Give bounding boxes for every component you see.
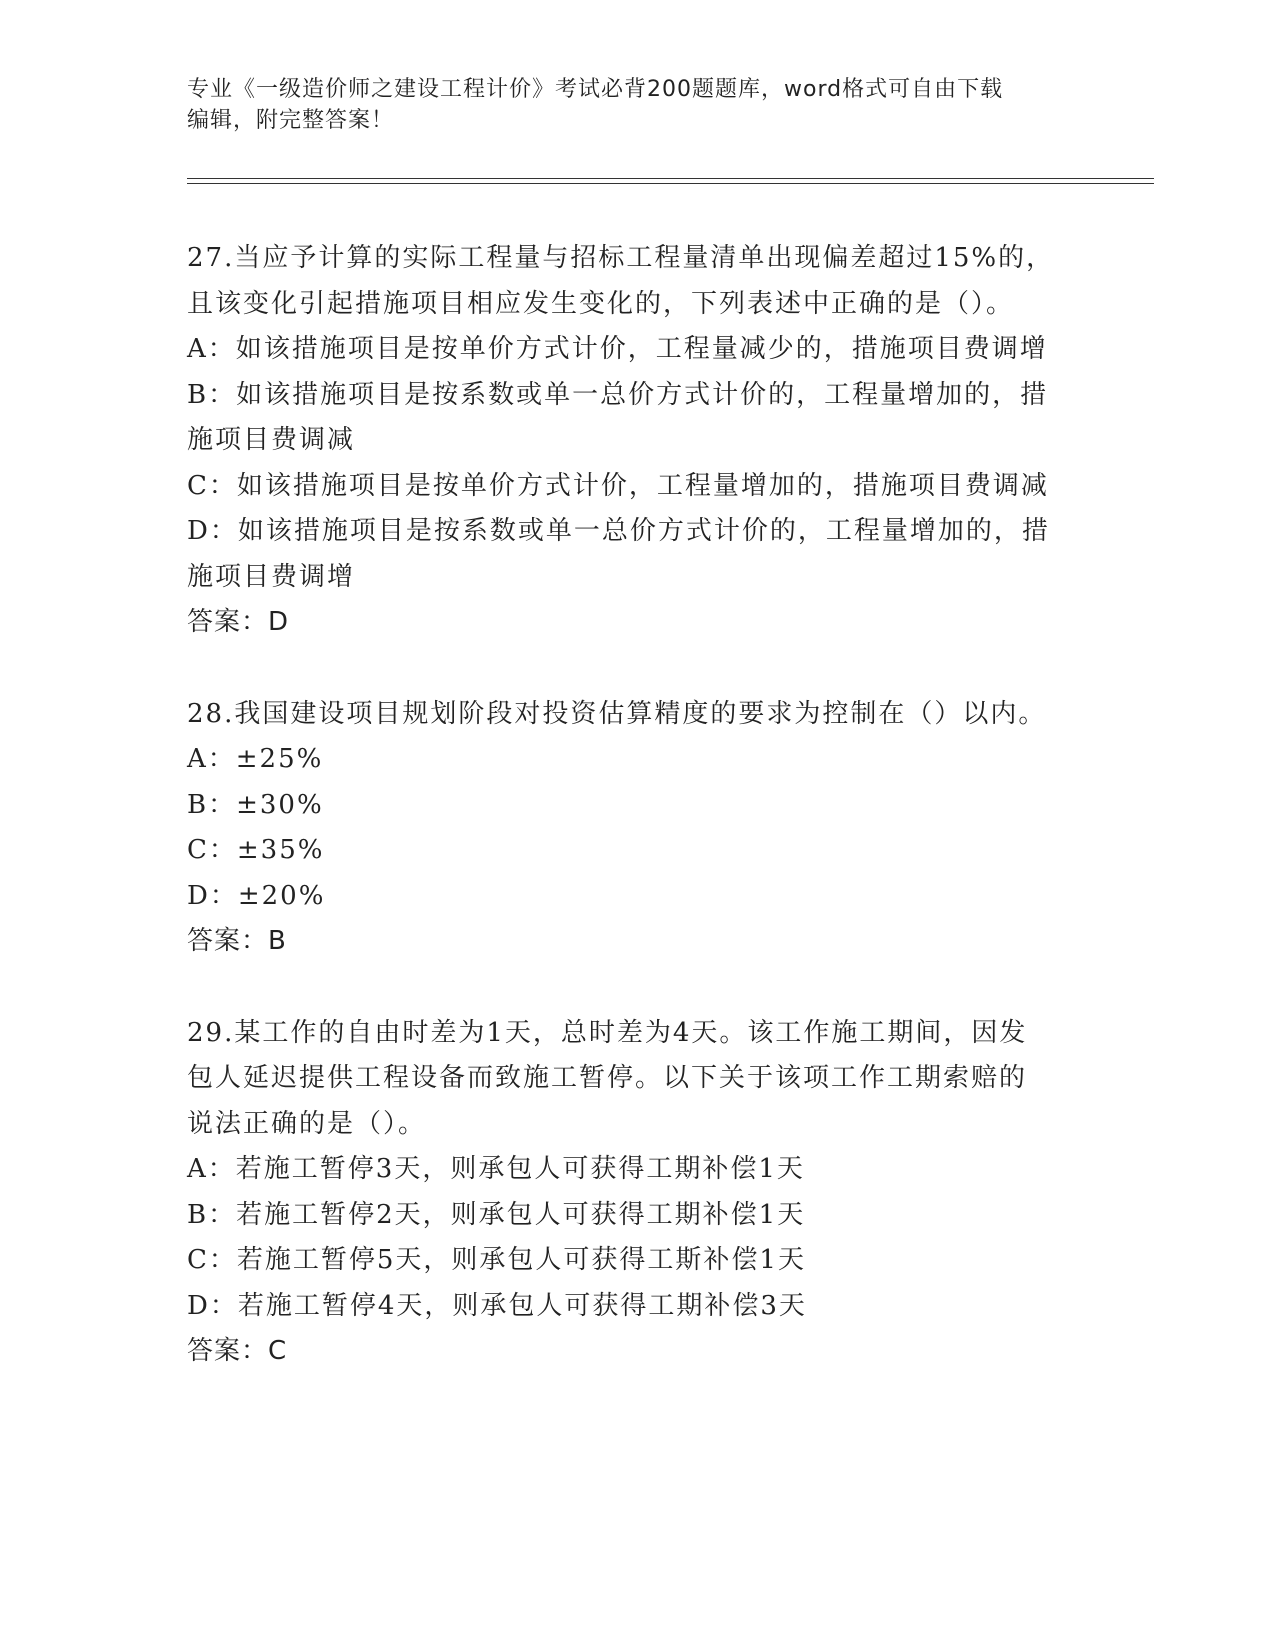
option-b-continued: 施项目费调减 bbox=[187, 425, 356, 455]
option-b: B：如该措施项目是按系数或单一总价方式计价的，工程量增加的，措 bbox=[187, 379, 1049, 410]
option-d: D：±20% bbox=[187, 880, 326, 911]
option-b: B：±30% bbox=[187, 789, 324, 820]
answer-label: 答案：D bbox=[187, 607, 290, 637]
option-a: A：±25% bbox=[187, 744, 324, 774]
header-divider-bottom bbox=[187, 183, 1154, 184]
question-stem: 且该变化引起措施项目相应发生变化的，下列表述中正确的是（）。 bbox=[187, 288, 1015, 319]
answer-label: 答案：B bbox=[187, 926, 287, 956]
answer-label: 答案：C bbox=[187, 1336, 288, 1366]
option-b: B：若施工暂停2天，则承包人可获得工期补偿1天 bbox=[187, 1199, 806, 1230]
option-d: D：若施工暂停4天，则承包人可获得工期补偿3天 bbox=[187, 1290, 807, 1321]
question-28 bbox=[187, 692, 1087, 965]
option-d: D：如该措施项目是按系数或单一总价方式计价的，工程量增加的，措 bbox=[187, 516, 1050, 546]
header-divider-top bbox=[187, 178, 1154, 179]
option-a: A：如该措施项目是按单价方式计价，工程量减少的，措施项目费调增 bbox=[187, 334, 1048, 364]
question-stem: 28.我国建设项目规划阶段对投资估算精度的要求为控制在（）以内。 bbox=[187, 698, 1047, 729]
question-29 bbox=[187, 1011, 1087, 1375]
question-stem: 包人延迟提供工程设备而致施工暂停。以下关于该项工作工期索赔的 bbox=[187, 1063, 1028, 1093]
question-stem: 29.某工作的自由时差为1天，总时差为4天。该工作施工期间，因发 bbox=[187, 1017, 1028, 1048]
question-stem: 27.当应予计算的实际工程量与招标工程量清单出现偏差超过15%的， bbox=[187, 243, 1055, 273]
option-c: C：若施工暂停5天，则承包人可获得工斯补偿1天 bbox=[187, 1245, 806, 1275]
option-a: A：若施工暂停3天，则承包人可获得工期补偿1天 bbox=[187, 1154, 805, 1184]
option-d-continued: 施项目费调增 bbox=[187, 561, 356, 592]
header-line-2: 编辑，附完整答案！ bbox=[187, 108, 395, 133]
option-c: C：±35% bbox=[187, 835, 325, 865]
question-stem: 说法正确的是（）。 bbox=[187, 1108, 427, 1139]
header-line-1: 专业《一级造价师之建设工程计价》考试必背200题题库，word格式可自由下载 bbox=[187, 77, 1004, 102]
question-27 bbox=[187, 236, 1087, 646]
option-c: C：如该措施项目是按单价方式计价，工程量增加的，措施项目费调减 bbox=[187, 470, 1049, 501]
question-list bbox=[187, 236, 1087, 1421]
document-header bbox=[187, 74, 1087, 136]
